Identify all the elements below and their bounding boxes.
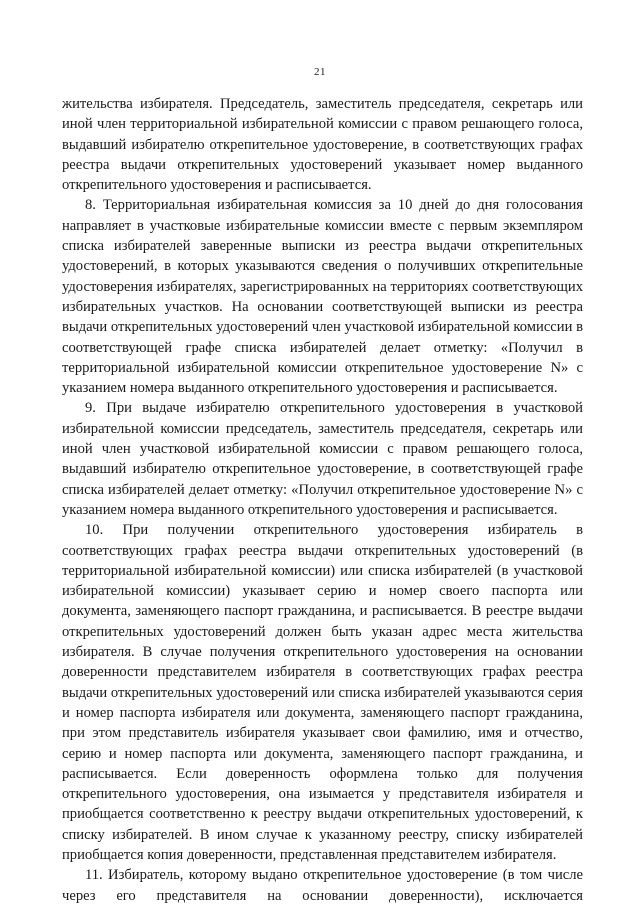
paragraph-continuation: жительства избирателя. Председатель, заместитель председателя, секретарь или иной член территориальной избирательной комиссии с правом решающего голоса, выдавший избирателю открепительное удостоверение, в соответствующих графах реестра выдачи открепительных удостоверений указывает номер выданного открепительного удостоверения и расписывается. <box>62 96 583 194</box>
page-number: 21 <box>314 66 326 78</box>
paragraph-item-9: 9. При выдаче избирателю открепительного удостоверения в участковой избирательной комиссии председатель, заместитель председателя, секретарь или иной член участковой избирательной комиссии с правом решающего голоса, выдавший избирателю открепительное удостоверение, в соответствующей графе списка избирателей делает отметку: «Получил открепительное удостоверение N» с указанием номера выданного открепительного удостоверения и расписывается. <box>62 400 583 518</box>
document-body <box>62 94 583 906</box>
paragraph-item-10: 10. При получении открепительного удостоверения избиратель в соответствующих графах реестра выдачи открепительных удостоверений (в территориальной избирательной комиссии) или списка избирателей (в участковой избирательной комиссии) указывает серию и номер своего паспорта или документа, заменяющего паспорт гражданина, и расписывается. В реестре выдачи открепительных удостоверений должен быть указан адрес места жительства избирателя. В случае получения открепительного удостоверения на основании доверенности представителем избирателя в соответствующих графах реестра выдачи открепительных удостоверений или списка избирателей указываются серия и номер паспорта избирателя или документа, заменяющего паспорт гражданина, при этом представитель избирателя указывает свои фамилию, имя и отчество, серию и номер паспорта или документа, заменяющего паспорт гражданина, и расписывается. Если доверенность оформлена только для получения открепительного удостоверения, она изымается у представителя избирателя и приобщается соответственно к реестру выдачи открепительных удостоверений, к списку избирателей. В ином случае к указанному реестру, списку избирателей приобщается копия доверенности, представленная представителем избирателя. <box>62 522 583 863</box>
paragraph-item-11: 11. Избиратель, которому выдано открепительное удостоверение (в том числе через его представителя на основании доверенности), исключается <box>62 867 583 904</box>
paragraph-item-8: 8. Территориальная избирательная комиссия за 10 дней до дня голосования направляет в участковые избирательные комиссии вместе с первым экземпляром списка избирателей заверенные выписки из реестра выдачи открепительных удостоверений, в которых указываются сведения о получивших открепительные удостоверения избирателях, зарегистрированных на территориях соответствующих избирательных участков. На основании соответствующей выписки из реестра выдачи открепительных удостоверений член участковой избирательной комиссии в соответствующей графе списка избирателей делает отметку: «Получил в территориальной избирательной комиссии открепительное удостоверение N» с указанием номера выданного открепительного удостоверения и расписывается. <box>62 197 583 397</box>
